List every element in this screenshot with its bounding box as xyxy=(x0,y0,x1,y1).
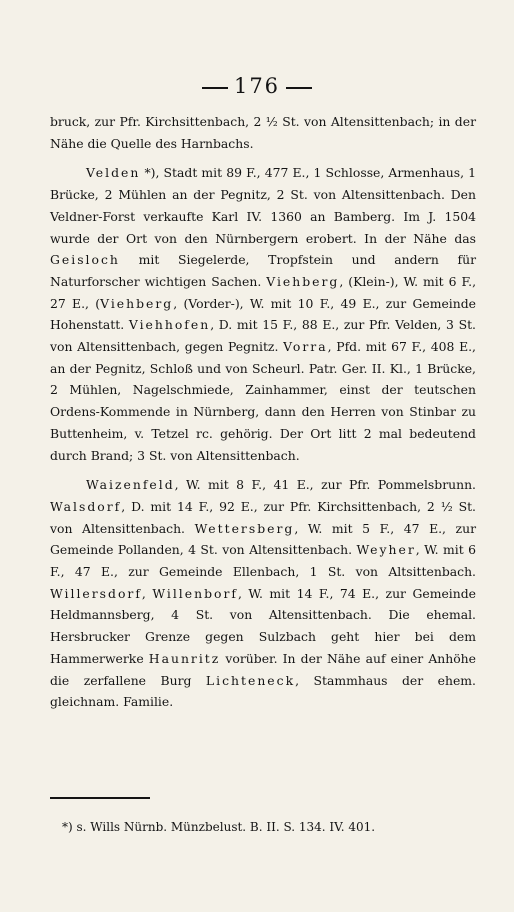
footnote-rule xyxy=(50,797,150,799)
paragraph-text: bruck, zur Pfr. Kirchsittenbach, 2 ½ St. von Altensittenbach; in der Nähe die Quelle des Harnbachs. xyxy=(50,114,476,151)
paragraph-text: , W. mit 8 F., 41 E., zur Pfr. Pommelsbrunn. xyxy=(174,477,476,493)
paragraph-text: , D. mit 15 F., 88 E., zur Pfr. Velden, 3 St. von Altensittenbach, gegen Pegnitz. xyxy=(50,317,476,355)
paragraph-text: , Pfd. mit 67 F., 408 E., an der Pegnitz, Schloß und von Scheurl. Patr. Ger. II. Kl., 1 Brücke, 2 Mühlen, Nagelschmiede, Zainhammer, einst der teutschen Ordens-Kommende in Nürnberg, dann den Herren von Stinbar zu Buttenheim, v. Tetzel rc. gehörig. Der Ort litt 2 mal bedeutend durch Brand; 3 St. von Altensittenbach. xyxy=(50,339,476,463)
page-number-right-dash xyxy=(286,87,312,89)
paragraph-text: , W. mit 5 F., 47 E., zur Gemeinde Pollanden, 4 St. von Altensittenbach. xyxy=(50,520,476,558)
place-name: Viehhofen xyxy=(128,317,211,333)
paragraph xyxy=(50,474,476,713)
paragraph-text: , (Vorder-), W. mit 10 F., 49 E., zur Gemeinde Hohenstatt. xyxy=(50,295,476,333)
paragraph-text: , Stammhaus der ehem. gleichnam. Familie. xyxy=(50,672,476,710)
place-name: Wettersberg xyxy=(194,520,295,536)
paragraph-text: , W. mit 14 F., 74 E., zur Gemeinde Heldmannsberg, 4 St. von Altensittenbach. Die ehemal. Hersbrucker Grenze gegen Sulzbach geht hier bei dem Hammerwerke xyxy=(50,585,476,666)
paragraph xyxy=(50,162,476,466)
page-number-text: 176 xyxy=(233,74,281,98)
place-name: Vorra xyxy=(283,339,328,355)
place-name: Geisloch xyxy=(50,252,120,268)
paragraph-text: , xyxy=(141,585,153,601)
body-text xyxy=(50,111,476,713)
paragraph-text: vorüber. In der Nähe auf einer Anhöhe die zerfallene Burg xyxy=(50,650,476,688)
paragraph-text: , D. mit 14 F., 92 E., zur Pfr. Kirchsittenbach, 2 ½ St. von Altensittenbach. xyxy=(50,498,476,536)
place-name: Waizenfeld xyxy=(86,477,175,493)
paragraph-text: *), Stadt mit 89 F., 477 E., 1 Schlosse, Armenhaus, 1 Brücke, 2 Mühlen an der Pegnitz, 2 St. von Altensittenbach. Den Veldner-Forst verkaufte Karl IV. 1360 an Bamberg. Im J. 1504 wurde der Ort von den Nürnbergern erobert. In der Nähe das xyxy=(50,165,476,246)
place-name: Viehberg xyxy=(266,273,340,289)
place-name: Viehberg xyxy=(100,295,174,311)
place-name: Velden xyxy=(86,165,141,181)
place-name: Haunritz xyxy=(148,650,221,666)
footnote: *) s. Wills Nürnb. Münzbelust. B. II. S. 134. IV. 401. xyxy=(62,820,376,834)
place-name: Weyher xyxy=(356,542,416,558)
place-name: Walsdorf xyxy=(50,498,122,514)
place-name: Willenborf xyxy=(152,585,238,601)
place-name: Willersdorf xyxy=(50,585,142,601)
paragraph-text: , (Klein-), W. mit 6 F., 27 E., ( xyxy=(50,273,477,311)
paragraph-text: , W. mit 6 F., 47 E., zur Gemeinde Ellenbach, 1 St. von Altsittenbach. xyxy=(50,542,476,580)
paragraph xyxy=(50,111,476,154)
paragraph-text: mit Siegelerde, Tropfstein und andern für Naturforscher wichtigen Sachen. xyxy=(50,252,476,289)
place-name: Lichteneck xyxy=(205,672,296,688)
page-number xyxy=(0,74,514,98)
page-number-left-dash xyxy=(202,87,228,89)
